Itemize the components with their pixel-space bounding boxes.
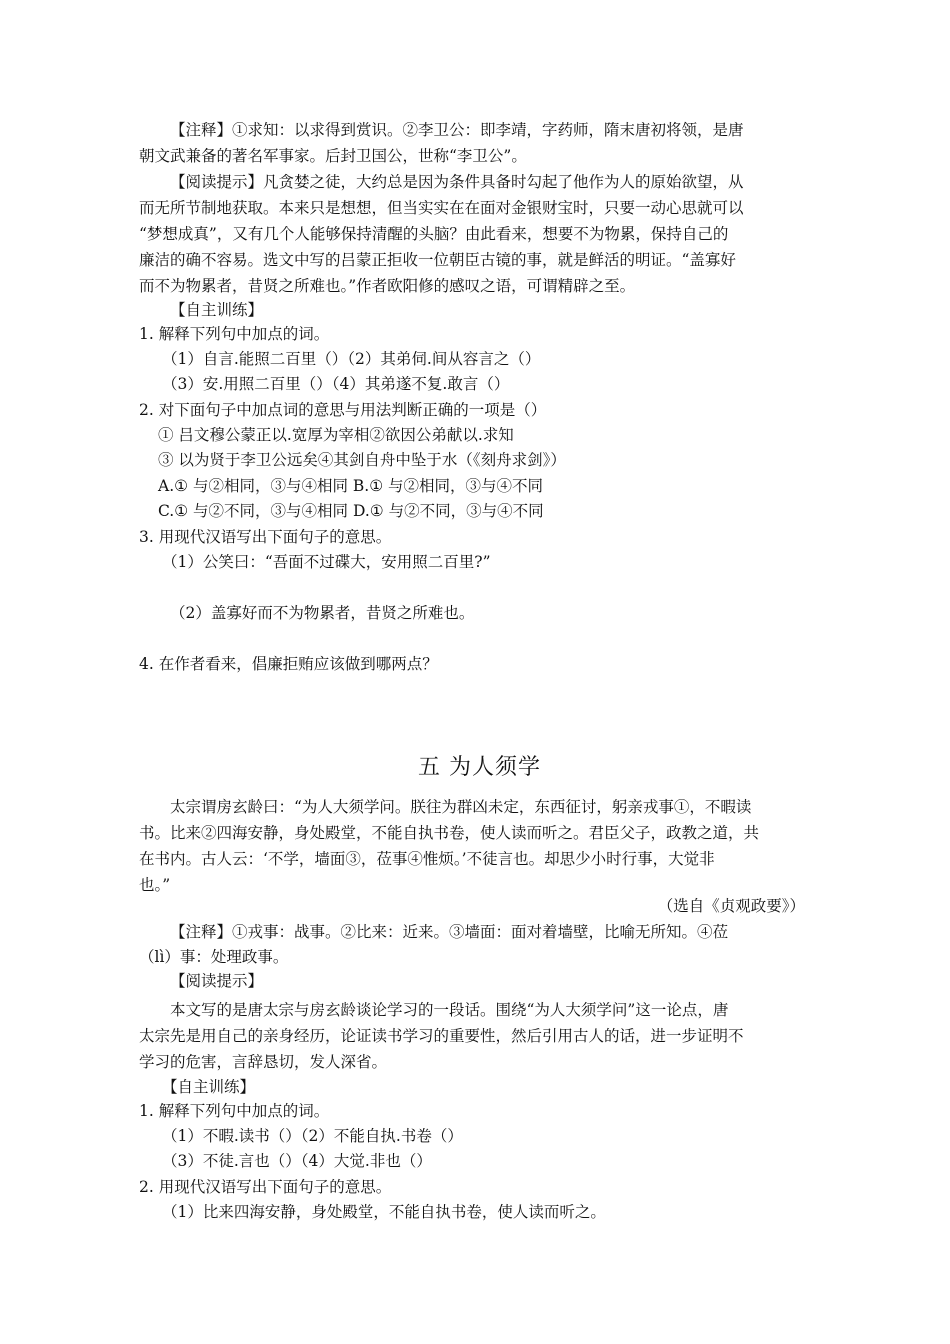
question-3-item-1: （1）公笑曰：“吾面不过碟大，安用照二百里?” — [162, 553, 491, 571]
question-2-sentences-a: ① 吕文穆公蒙正以.宽厚为宰相②欲因公弟献以.求知 — [158, 426, 514, 444]
tip2-line-3: 学习的危害，言辞恳切，发人深省。 — [139, 1053, 388, 1071]
tip-line-5: 而不为物累者，昔贤之所难也。”作者欧阳修的感叹之语，可谓精辟之至。 — [139, 277, 636, 295]
note2-line-1: 【注释】①戎事：战事。②比来：近来。③墙面：面对着墙壁，比喻无所知。④莅 — [170, 923, 729, 941]
question2-1-items-a: （1）不暇.读书（）（2）不能自执.书卷（） — [162, 1127, 463, 1145]
section-title: 五 为人须学 — [418, 755, 541, 780]
passage-line-4: 也。” — [139, 876, 171, 894]
question-1-items-a: （1）自言.能照二百里（）（2）其弟伺.间从容言之（） — [162, 350, 541, 368]
passage-line-3: 在书内。古人云：‘不学，墙面③，莅事④惟烦。’不徒言也。却思少小时行事，大觉非 — [139, 850, 715, 868]
passage-source: （选自《贞观政要》） — [657, 897, 805, 915]
question-1-items-b: （3）安.用照二百里（）（4）其弟遂不复.敢言（） — [162, 375, 510, 393]
question-2: 2. 对下面句子中加点词的意思与用法判断正确的一项是（） — [139, 401, 547, 419]
tip-line-3: “梦想成真”，又有几个人能够保持清醒的头脑？由此看来，想要不为物累，保持自己的 — [139, 225, 729, 243]
question-2-sentences-b: ③ 以为贤于李卫公远矣④其剑自舟中坠于水（《刻舟求剑》） — [158, 451, 566, 469]
tip-line-1: 【阅读提示】凡贪婪之徒，大约总是因为条件具备时勾起了他作为人的原始欲望，从 — [170, 173, 744, 191]
question-2-options-a: A.① 与②相同，③与④相同 B.① 与②相同，③与④不同 — [158, 477, 544, 495]
question-3: 3. 用现代汉语写出下面句子的意思。 — [139, 528, 392, 546]
tip2-line-2: 太宗先是用自己的亲身经历，论证读书学习的重要性，然后引用古人的话，进一步证明不 — [139, 1027, 744, 1045]
section-heading-training: 【自主训练】 — [170, 301, 264, 319]
note2-line-2: （lì）事：处理政事。 — [139, 948, 289, 966]
note-line-1: 【注释】①求知：以求得到赏识。②李卫公：即李靖，字药师，隋末唐初将领，是唐 — [170, 121, 744, 139]
section-heading-tip: 【阅读提示】 — [170, 972, 264, 990]
section-heading-training-2: 【自主训练】 — [162, 1078, 256, 1096]
question2-1-items-b: （3）不徒.言也（）（4）大觉.非也（） — [162, 1152, 432, 1170]
passage-line-2: 书。比来②四海安静，身处殿堂，不能自执书卷，使人读而听之。君臣父子，政教之道，共 — [139, 824, 760, 842]
tip-line-4: 廉洁的确不容易。选文中写的吕蒙正拒收一位朝臣古镜的事，就是鲜活的明证。“盖寡好 — [139, 251, 736, 269]
question-4: 4. 在作者看来，倡廉拒贿应该做到哪两点？ — [139, 655, 438, 673]
passage-line-1: 太宗谓房玄龄曰：“为人大须学问。朕往为群凶未定，东西征讨，躬亲戎事①，不暇读 — [170, 798, 752, 816]
question-3-item-2: （2）盖寡好而不为物累者，昔贤之所难也。 — [170, 604, 475, 622]
note-line-2: 朝文武兼备的著名军事家。后封卫国公，世称“李卫公”。 — [139, 147, 527, 165]
question-1: 1. 解释下列句中加点的词。 — [139, 325, 330, 343]
question2-2: 2. 用现代汉语写出下面句子的意思。 — [139, 1178, 392, 1196]
tip-line-2: 而无所节制地获取。本来只是想想，但当实实在在面对金银财宝时，只要一动心思就可以 — [139, 199, 744, 217]
tip2-line-1: 本文写的是唐太宗与房玄龄谈论学习的一段话。围绕“为人大须学问”这一论点，唐 — [170, 1001, 729, 1019]
question-2-options-b: C.① 与②不同，③与④相同 D.① 与②不同，③与④不同 — [158, 502, 544, 520]
question2-1: 1. 解释下列句中加点的词。 — [139, 1102, 330, 1120]
question2-2-item-1: （1）比来四海安静，身处殿堂，不能自执书卷，使人读而听之。 — [162, 1203, 606, 1221]
